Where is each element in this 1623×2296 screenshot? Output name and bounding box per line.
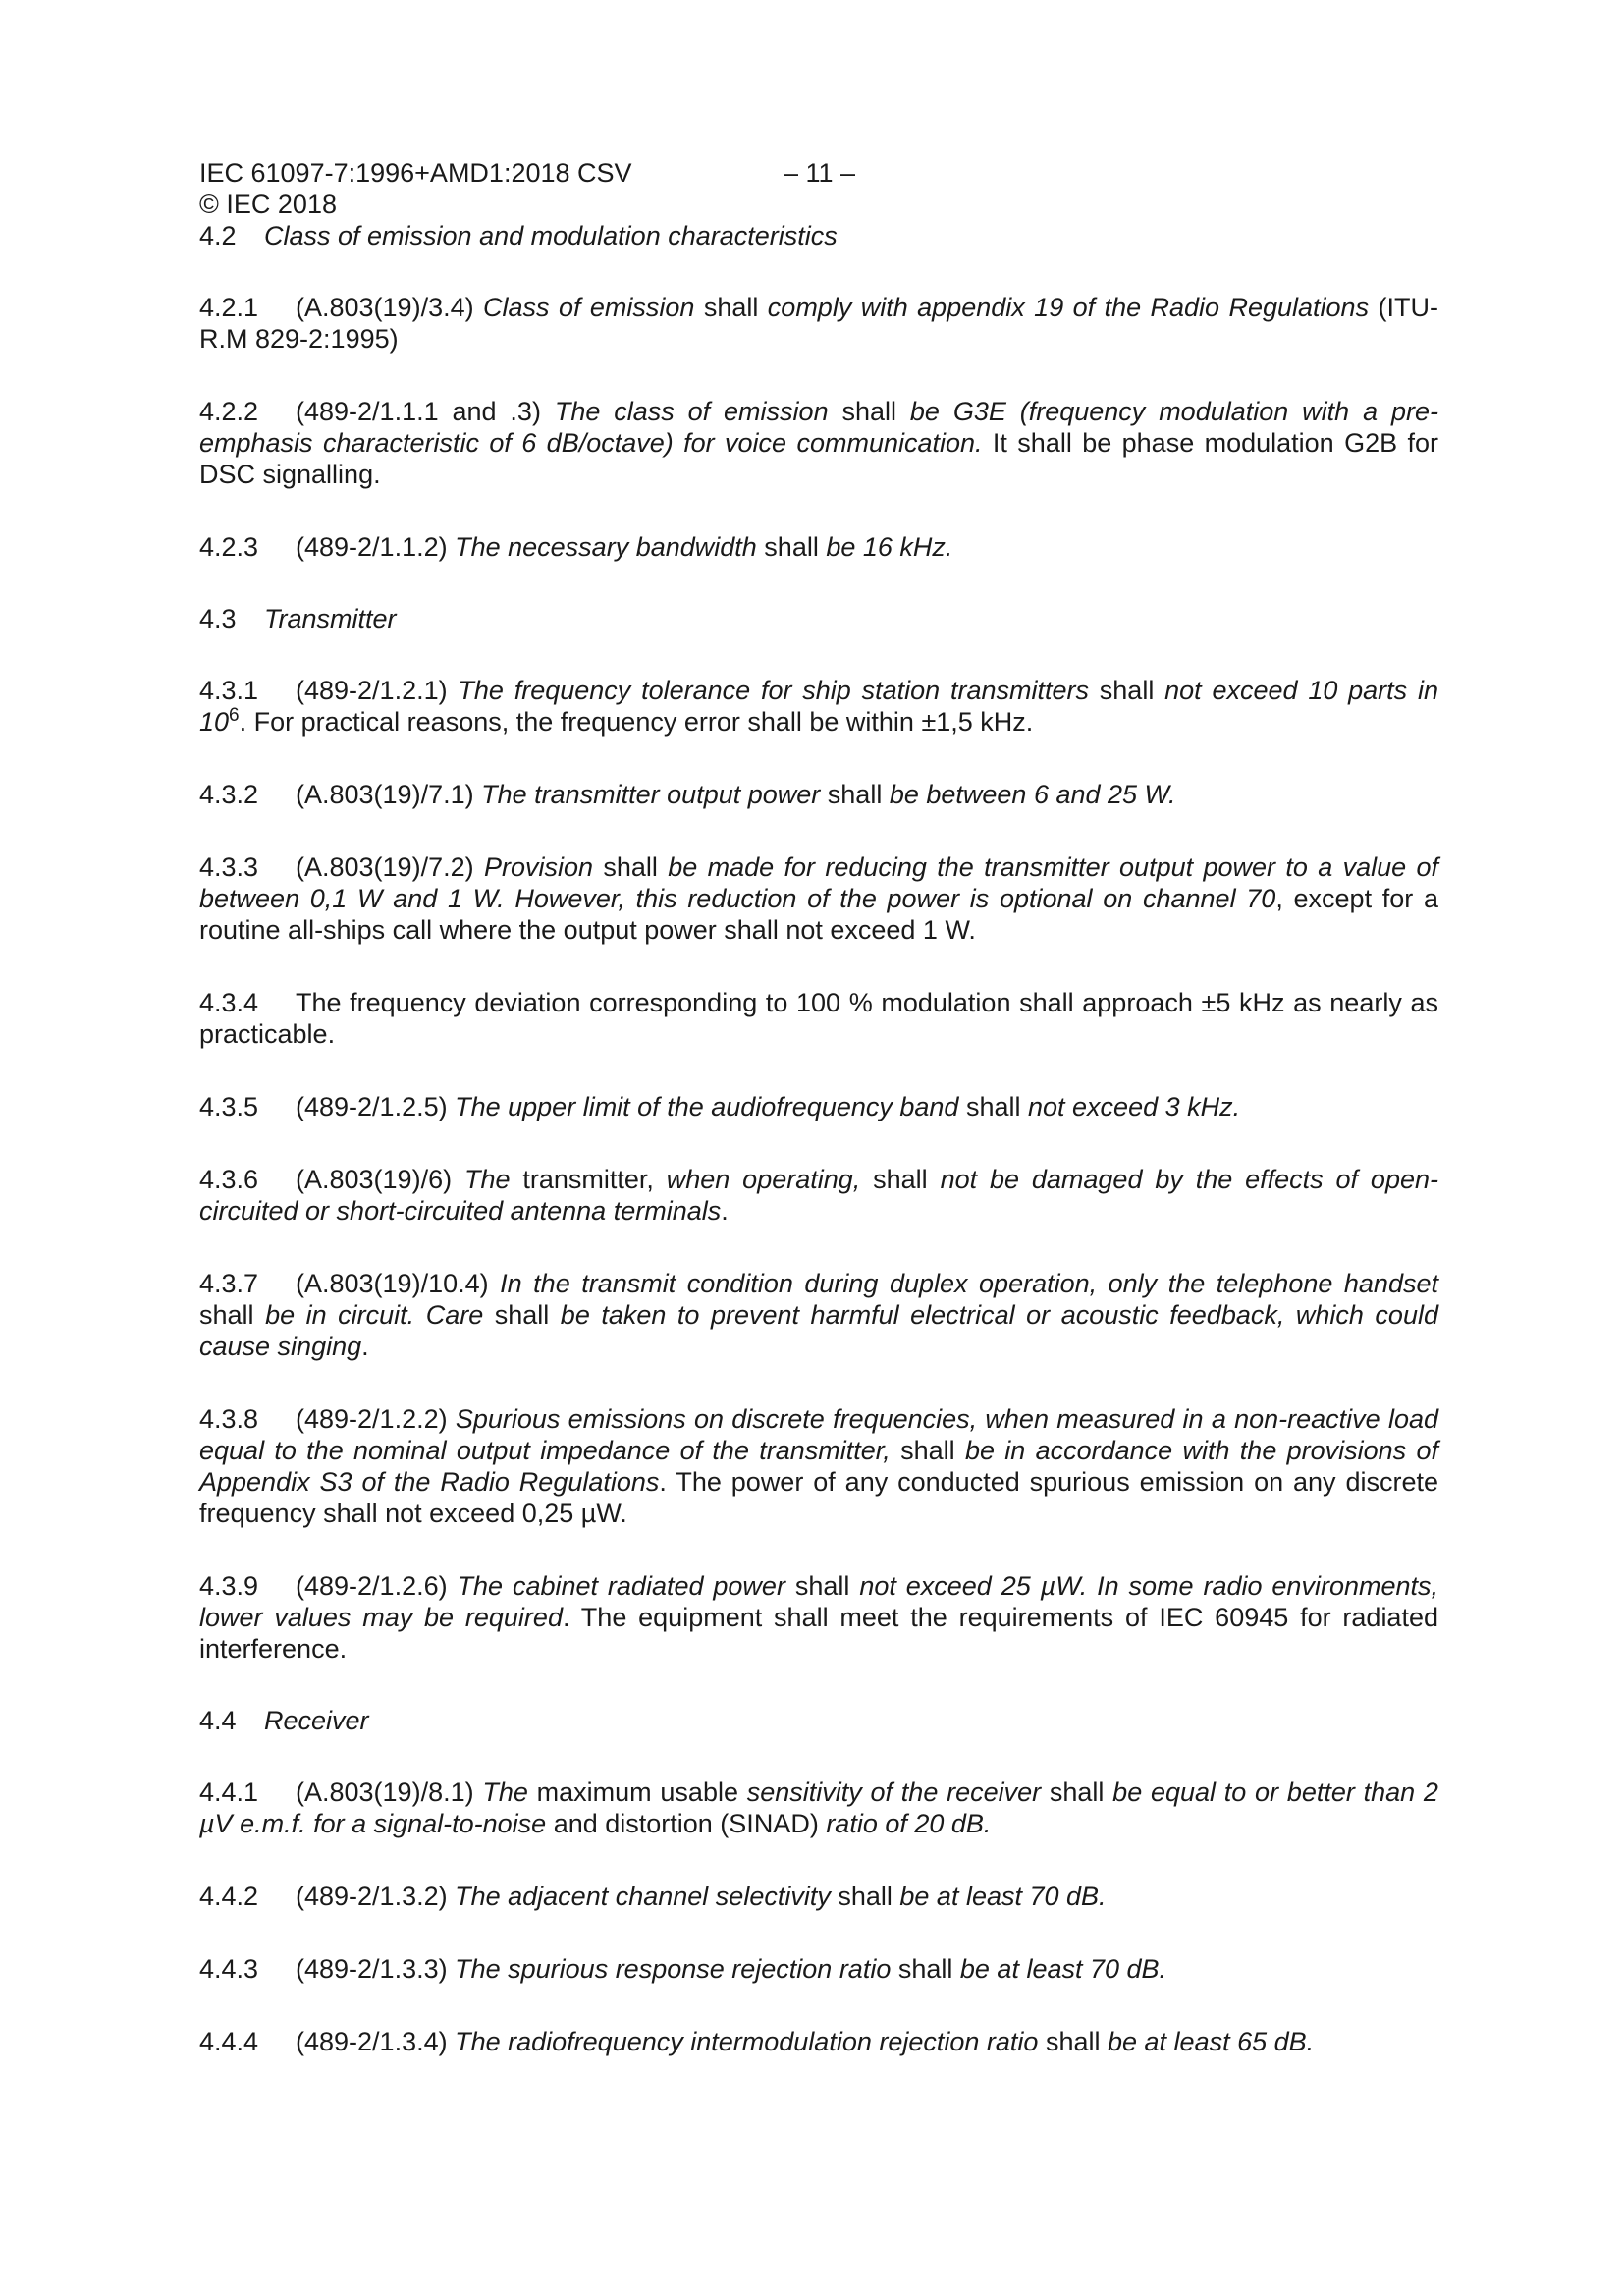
superscript: 6 [229, 705, 240, 726]
clause-reference: (A.803(19)/6) [296, 1165, 453, 1194]
clause-reference: (A.803(19)/7.1) [296, 780, 474, 809]
clause-text: The frequency deviation corresponding to 100 % modulation shall approach ±5 kHz as nearly as practicable. [199, 988, 1438, 1049]
clause-text: comply with appendix 19 of the Radio Regulations [767, 293, 1370, 322]
clause-text: shall [891, 1954, 960, 1984]
clause-number: 4.3.3 [199, 852, 259, 882]
clause-text: . For practical reasons, the frequency error shall be within ±1,5 kHz. [239, 707, 1034, 737]
clause-text: (ITU-R.M 829-2:1995) [199, 293, 1438, 354]
clause-text: shall [830, 1882, 900, 1911]
clause-text: The class of emission [554, 397, 829, 426]
clause-text: The transmitter output power [481, 780, 821, 809]
clause-number: 4.3.9 [199, 1571, 259, 1601]
clause-reference: (489-2/1.3.2) [296, 1882, 448, 1911]
clause-4-3-3 [199, 851, 1438, 946]
clause-number: 4.4.1 [199, 1777, 259, 1807]
clause-text: shall [1041, 1777, 1113, 1807]
clause-4-2-2 [199, 396, 1438, 490]
section-heading-4-3 [199, 603, 1438, 634]
clause-text: shall [199, 1300, 266, 1330]
clause-number: 4.3.1 [199, 676, 259, 705]
clause-text: shall [860, 1165, 941, 1194]
clause-4-2-3 [199, 531, 1438, 563]
clause-text: shall [828, 397, 910, 426]
clause-text: Care [414, 1300, 484, 1330]
section-number: 4.3 [199, 604, 237, 633]
clause-text: shall [694, 293, 768, 322]
clause-reference: (489-2/1.2.1) [296, 676, 448, 705]
clause-text: . [721, 1196, 729, 1226]
section-heading-4-2 [199, 220, 1438, 251]
clause-number: 4.4.2 [199, 1882, 259, 1911]
clause-text: ratio of 20 dB. [826, 1809, 992, 1838]
section-heading-4-4 [199, 1705, 1438, 1736]
clause-reference: (A.803(19)/3.4) [296, 293, 474, 322]
clause-4-3-1 [199, 675, 1438, 738]
clause-text: maximum usable [527, 1777, 747, 1807]
clause-text: be at least 70 dB. [899, 1882, 1107, 1911]
clause-number: 4.2.3 [199, 532, 259, 562]
clause-text: shall [890, 1436, 965, 1465]
section-number: 4.2 [199, 221, 237, 250]
clause-reference: (489-2/1.3.4) [296, 2027, 448, 2056]
clause-4-3-2 [199, 779, 1438, 810]
clause-text: Class of emission [483, 293, 695, 322]
clause-text: shall [1038, 2027, 1108, 2056]
clause-text: In the transmit condition during duplex operation, only the telephone handset [500, 1269, 1438, 1298]
clause-4-3-8 [199, 1403, 1438, 1529]
section-number: 4.4 [199, 1706, 237, 1735]
clause-text: be in accordance with the provisions of Appendix S3 of the Radio Regulations [199, 1436, 1439, 1497]
clause-4-3-6 [199, 1164, 1438, 1227]
clause-4-4-3 [199, 1953, 1438, 1985]
clause-text: be between 6 and 25 W. [889, 780, 1176, 809]
clause-reference: (489-2/1.2.6) [296, 1571, 448, 1601]
clause-text: Provision [483, 852, 593, 882]
clause-text: shall [593, 852, 669, 882]
clause-text: be in circuit. [265, 1300, 415, 1330]
clause-text: be at least 70 dB. [959, 1954, 1167, 1984]
clause-text: The [482, 1777, 528, 1807]
section-title: Transmitter [264, 604, 397, 633]
clause-number: 4.4.4 [199, 2027, 259, 2056]
clause-text: shall [784, 1571, 860, 1601]
document-page [199, 157, 1438, 2057]
page-header [199, 157, 1438, 220]
clause-4-2-1 [199, 292, 1438, 355]
clause-number: 4.4.3 [199, 1954, 259, 1984]
clause-text: The adjacent channel selectivity [455, 1882, 831, 1911]
clause-text: not exceed 3 kHz. [1028, 1092, 1241, 1121]
clause-number: 4.2.1 [199, 293, 259, 322]
clause-text: , except for a routine all-ships call where the output power shall not exceed 1 W. [199, 884, 1438, 945]
clause-text: The upper limit of the audiofrequency band [455, 1092, 959, 1121]
clause-text: shall [756, 532, 827, 562]
clause-number: 4.3.7 [199, 1269, 259, 1298]
clause-text: . The power of any conducted spurious emission on any discrete frequency shall not exceed 0,25 µW. [199, 1467, 1439, 1528]
clause-text: shall [958, 1092, 1028, 1121]
clause-4-4-2 [199, 1881, 1438, 1912]
clause-number: 4.3.6 [199, 1165, 259, 1194]
clause-text: . The equipment shall meet the requirements of IEC 60945 for radiated interference. [199, 1603, 1438, 1664]
clause-4-3-4 [199, 987, 1438, 1050]
clause-4-3-9 [199, 1570, 1438, 1665]
clause-text: transmitter, [510, 1165, 667, 1194]
clause-reference: (489-2/1.2.5) [296, 1092, 448, 1121]
clause-text: The cabinet radiated power [457, 1571, 785, 1601]
clause-text: The necessary bandwidth [455, 532, 757, 562]
clause-text: not exceed 10 parts in 10 [199, 676, 1438, 737]
clause-reference: (489-2/1.2.2) [296, 1404, 448, 1434]
clause-number: 4.3.2 [199, 780, 259, 809]
clause-text: be equal to or better than 2 µV e.m.f. for a signal-to-noise [199, 1777, 1438, 1838]
copyright-notice: © IEC 2018 [199, 190, 337, 219]
clause-number: 4.2.2 [199, 397, 259, 426]
clause-reference: (A.803(19)/10.4) [296, 1269, 489, 1298]
clause-reference: (489-2/1.1.2) [296, 532, 448, 562]
clause-text: The [463, 1165, 511, 1194]
clause-text: be taken to prevent harmful electrical or acoustic feedback, which could cause singing [199, 1300, 1438, 1361]
clause-text: be at least 65 dB. [1108, 2027, 1315, 2056]
clause-text: shall [483, 1300, 561, 1330]
clause-text: The radiofrequency intermodulation rejection ratio [455, 2027, 1039, 2056]
clause-text: Spurious emissions on discrete frequencies, when measured in a non-reactive load equal to the nominal output impedance of the transmitter, [199, 1404, 1438, 1465]
clause-reference: (489-2/1.1.1 and .3) [296, 397, 541, 426]
clause-text: and distortion (SINAD) [546, 1809, 827, 1838]
clause-number: 4.3.4 [199, 988, 259, 1017]
clause-text: when operating, [666, 1165, 861, 1194]
clause-4-3-5 [199, 1091, 1438, 1122]
clause-text: be G3E (frequency modulation with a pre-emphasis characteristic of 6 dB/octave) for voice communication. [199, 397, 1438, 458]
page-number: – 11 – [784, 158, 856, 188]
clause-4-4-1 [199, 1777, 1438, 1839]
clause-text: not exceed 25 µW. In some radio environments, lower values may be required [199, 1571, 1438, 1632]
clause-text: shall [1088, 676, 1165, 705]
clause-reference: (A.803(19)/8.1) [296, 1777, 474, 1807]
clause-text: It shall be phase modulation G2B for DSC signalling. [199, 428, 1438, 489]
section-title: Class of emission and modulation characteristics [264, 221, 838, 250]
standard-designation: IEC 61097-7:1996+AMD1:2018 CSV [199, 158, 632, 188]
clause-reference: (489-2/1.3.3) [296, 1954, 448, 1984]
clause-4-3-7 [199, 1268, 1438, 1362]
clause-number: 4.3.8 [199, 1404, 259, 1434]
clause-4-4-4 [199, 2026, 1438, 2057]
section-title: Receiver [264, 1706, 369, 1735]
clause-text: . [361, 1332, 369, 1361]
clause-text: shall [820, 780, 890, 809]
clause-text: The frequency tolerance for ship station transmitters [458, 676, 1089, 705]
clause-reference: (A.803(19)/7.2) [296, 852, 474, 882]
clause-text: be 16 kHz. [826, 532, 953, 562]
clause-number: 4.3.5 [199, 1092, 259, 1121]
clause-text: sensitivity of the receiver [746, 1777, 1042, 1807]
clause-text: The spurious response rejection ratio [455, 1954, 892, 1984]
clause-text: be made for reducing the transmitter output power to a value of between 0,1 W and 1 W. However, this reduction of the power is optional on channel 70 [199, 852, 1438, 913]
clause-text: not be damaged by the effects of open-circuited or short-circuited antenna terminals [199, 1165, 1438, 1226]
